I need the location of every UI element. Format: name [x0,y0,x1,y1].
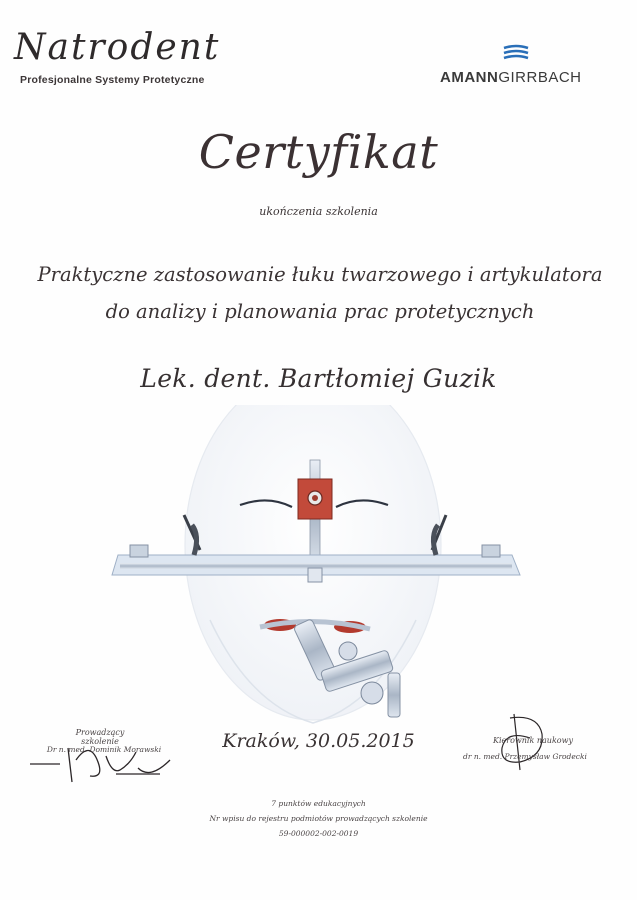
natrodent-logo: Natrodent [14,27,221,68]
footer-registry-number: 59-000002-002-0019 [278,829,359,838]
footer-points: 7 punktów edukacyjnych [271,799,366,808]
amann-logo-light: GIRRBACH [498,69,582,86]
certificate-title: Certyfikat [198,125,439,179]
certificate-subtitle: ukończenia szkolenia [259,205,378,218]
natrodent-tagline: Profesjonalne Systemy Protetyczne [20,74,205,86]
footer-registry-label: Nr wpisu do rejestru podmiotów prowadzących szkolenie [209,814,428,823]
course-title-line-2: do analizy i planowania prac protetycznych [105,300,535,323]
amann-girrbach-logo [440,69,582,86]
recipient-name: Lek. dent. Bartłomiej Guzik [140,364,497,393]
amann-logo-bold: AMANN [440,69,499,86]
amann-girrbach-icon [502,43,530,63]
left-signature-role: Prowadzący szkolenie [75,728,125,746]
course-title-line-1: Praktyczne zastosowanie łuku twarzowego i artykulatora [37,263,603,286]
left-signature-name: Dr n. med. Dominik Morawski [46,745,162,754]
course-title [20,256,620,330]
right-signature-name: dr n. med. Przemysław Grodecki [463,752,587,761]
certificate-date: Kraków, 30.05.2015 [222,730,415,752]
right-signature-role: Kierownik naukowy [493,736,573,745]
facebow-illustration [100,405,530,730]
